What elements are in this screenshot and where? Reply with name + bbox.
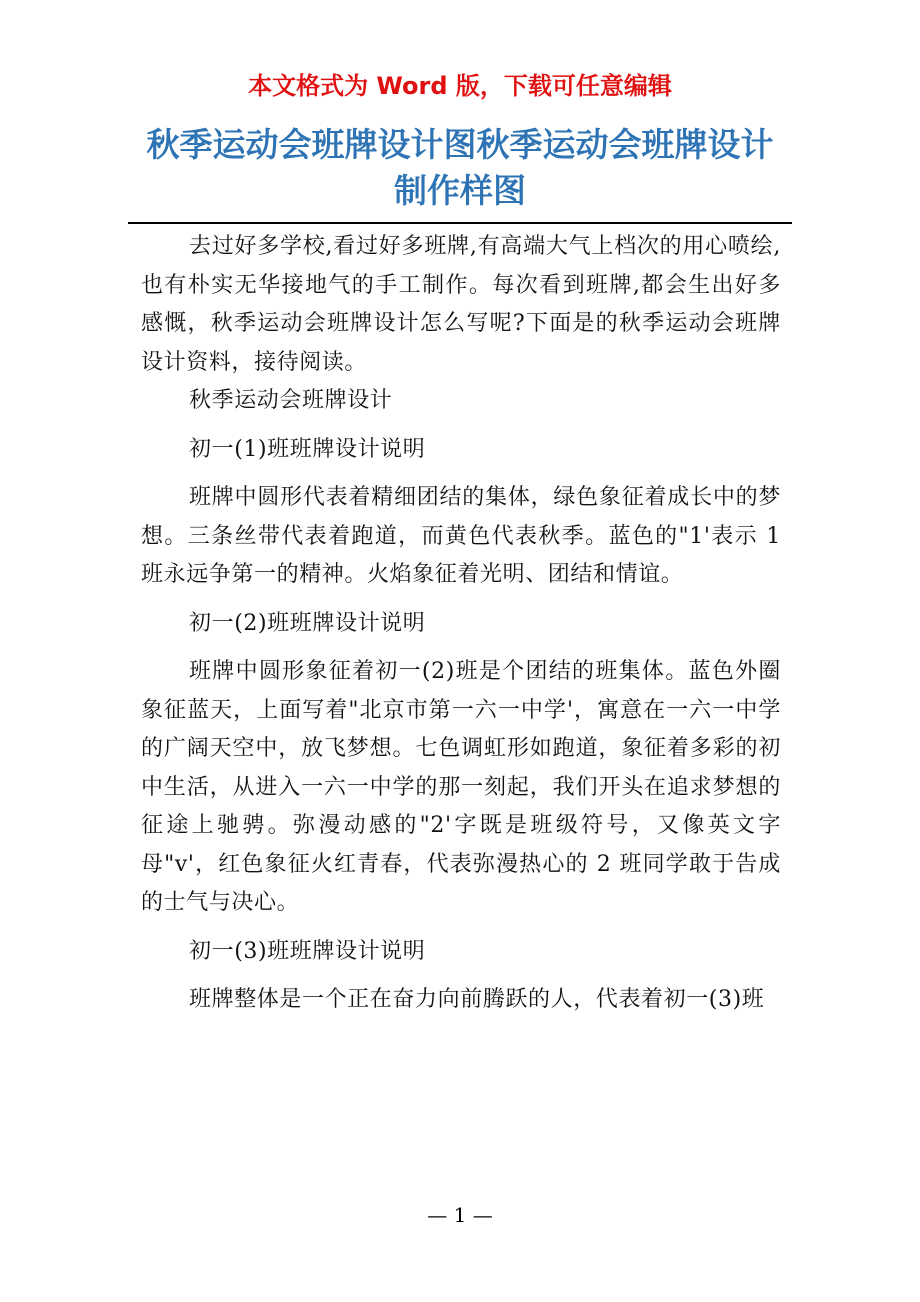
document-title: 秋季运动会班牌设计图秋季运动会班牌设计制作样图	[146, 125, 774, 210]
download-notice: 本文格式为 Word 版，下载可任意编辑	[248, 72, 672, 100]
class-3-heading: 初一(3)班班牌设计说明	[189, 938, 426, 964]
class-1-description: 班牌中圆形代表着精细团结的集体，绿色象征着成长中的梦想。三条丝带代表着跑道，而黄色代表秋季。蓝色的"1'表示 1 班永远争第一的精神。火焰象征着光明、团结和情谊。	[141, 485, 781, 587]
intro-paragraph: 去过好多学校,看过好多班牌,有高端大气上档次的用心喷绘,也有朴实无华接地气的手工制作。每次看到班牌,都会生出好多感慨，秋季运动会班牌设计怎么写呢?下面是的秋季运动会班牌设计资料，接待阅读。	[141, 234, 781, 375]
class-2-description: 班牌中圆形象征着初一(2)班是个团结的班集体。蓝色外圈象征蓝天，上面写着"北京市第一六一中学'，寓意在一六一中学的广阔天空中，放飞梦想。七色调虹形如跑道，象征着多彩的初中生活，从进入一六一中学的那一刻起，我们开头在追求梦想的征途上驰骋。弥漫动感的"2'字既是班级符号，又像英文字母"v'，红色象征火红青春，代表弥漫热心的 2 班同学敢于告成的士气与决心。	[141, 659, 781, 915]
document-body	[141, 228, 781, 1020]
section-heading: 秋季运动会班牌设计	[189, 388, 393, 413]
title-divider	[128, 222, 792, 224]
class-1-heading: 初一(1)班班牌设计说明	[189, 436, 426, 462]
page-number: — 1 —	[427, 1203, 493, 1227]
class-3-description: 班牌整体是一个正在奋力向前腾跃的人，代表着初一(3)班	[189, 987, 765, 1012]
class-2-heading: 初一(2)班班牌设计说明	[189, 610, 426, 636]
